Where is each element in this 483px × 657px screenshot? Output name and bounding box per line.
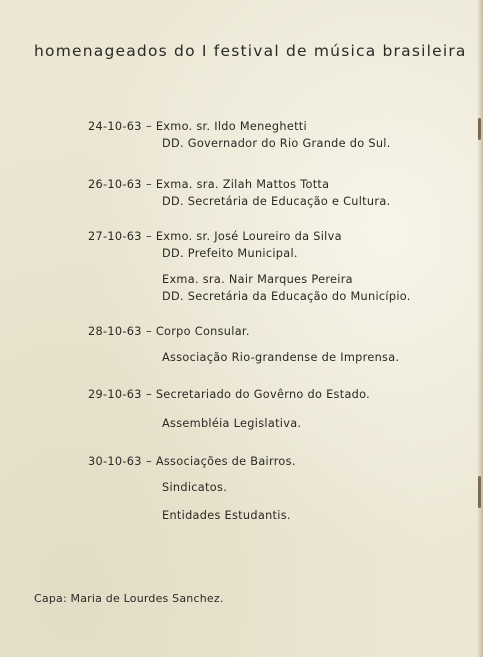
entry-date: 30-10-63 [88,455,142,468]
entry-line: – Exma. sra. Zilah Mattos Totta [146,178,330,191]
entry-line: Associação Rio-grandense de Imprensa. [162,351,400,364]
entry-line: Entidades Estudantis. [162,509,291,522]
entry-date: 26-10-63 [88,178,142,191]
entry-line: Assembléia Legislativa. [162,417,302,430]
entry-date: 28-10-63 [88,325,142,338]
entry-line: – Associações de Bairros. [146,455,296,468]
entry-date: 24-10-63 [88,120,142,133]
entry-line: Sindicatos. [162,481,228,494]
entry-line: – Exmo. sr. José Loureiro da Silva [146,230,342,243]
entry-line: DD. Prefeito Municipal. [162,247,298,260]
paper-fold-mark [478,476,481,508]
page-title: homenageados do I festival de música brasileira [34,42,467,60]
entry-line: DD. Secretária de Educação e Cultura. [162,195,391,208]
entry-date: 29-10-63 [88,388,142,401]
paper-fold-mark [478,118,481,140]
entry-line: – Secretariado do Govêrno do Estado. [146,388,371,401]
entry-line: – Corpo Consular. [146,325,250,338]
entry-line: Exma. sra. Nair Marques Pereira [162,273,353,286]
entry-line: DD. Secretária da Educação do Município. [162,290,411,303]
entry-date: 27-10-63 [88,230,142,243]
cover-credit: Capa: Maria de Lourdes Sanchez. [34,592,224,605]
entry-line: – Exmo. sr. Ildo Meneghetti [146,120,307,133]
paper-edge [477,0,483,657]
entry-line: DD. Governador do Rio Grande do Sul. [162,137,391,150]
